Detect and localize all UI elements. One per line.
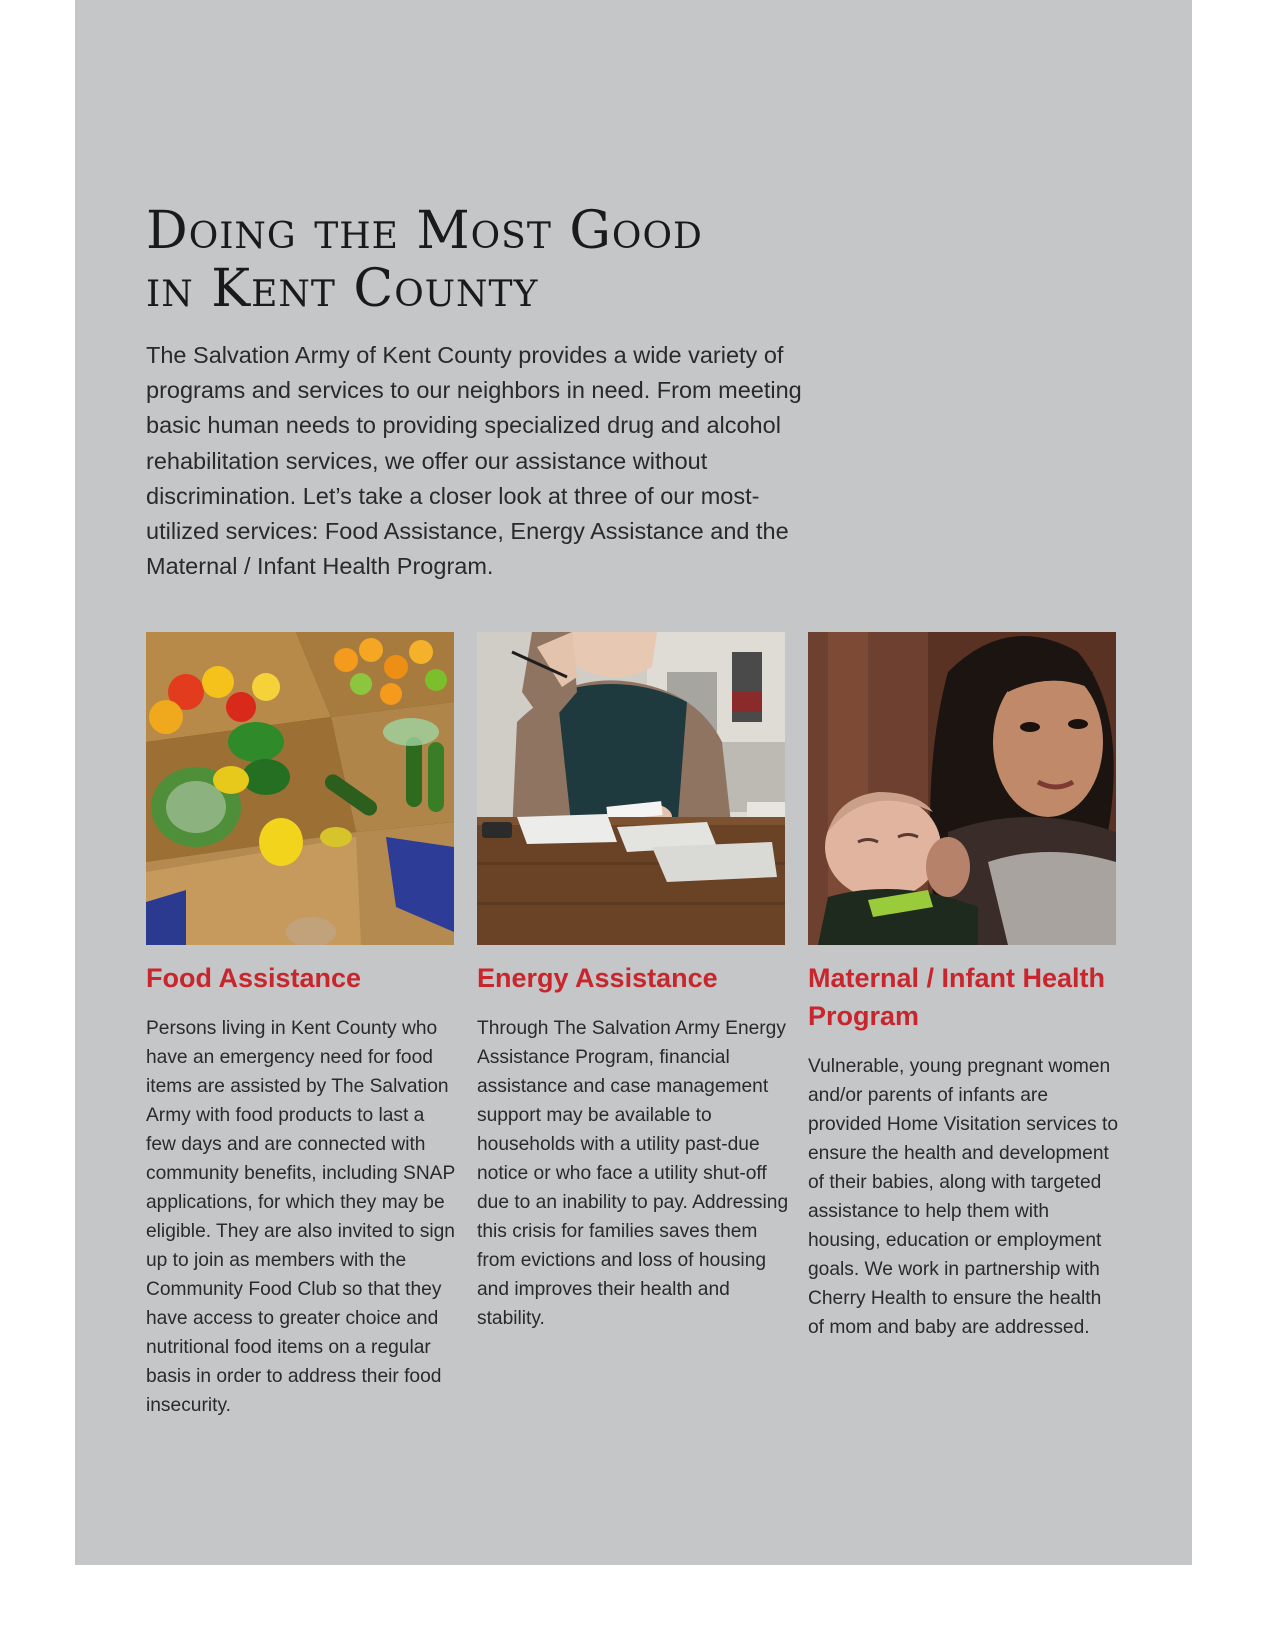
food-boxes-photo (146, 632, 454, 945)
page-title-line-2: in Kent County (146, 259, 539, 319)
energy-assistance-heading: Energy Assistance (477, 963, 718, 993)
energy-assistance-text: Through The Salvation Army Energy Assistance Program, financial assistance and case management support may be available to households with a utility past-due notice or who face a utility shut-off due to an inability to pay. Addressing this crisis for families saves them from evictions and loss of housing and improves their health and stability. (477, 1018, 789, 1329)
maternal-infant-text: Vulnerable, young pregnant women and/or parents of infants are provided Home Visitation services to ensure the health and development of their babies, along with targeted assistance to help them with housing, education or employment goals. We work in partnership with Cherry Health to ensure the health of mom and baby are addressed. (808, 1056, 1118, 1338)
woman-with-bills-photo (477, 632, 785, 945)
food-assistance-text: Persons living in Kent County who have an emergency need for food items are assisted by The Salvation Army with food products to last a few days and are connected with community benefits, including SNAP applications, for which they may be eligible. They are also invited to sign up to join as members with the Community Food Club so that they have access to greater choice and nutritional food items on a regular basis in order to address their food insecurity. (146, 1018, 455, 1416)
intro-paragraph: The Salvation Army of Kent County provides a wide variety of programs and services to our neighbors in need. From meeting basic human needs to providing specialized drug and alcohol rehabilitation services, we offer our assistance without discrimination. Let’s take a closer look at three of our most-utilized services: Food Assistance, Energy Assistance and the Maternal / Infant Health Program. (146, 342, 802, 580)
maternal-infant-heading: Maternal / Infant Health Program (808, 963, 1106, 1031)
mother-and-baby-photo (808, 632, 1116, 945)
page-title (146, 202, 703, 318)
food-assistance-heading: Food Assistance (146, 963, 362, 993)
page-title-line-1: Doing the Most Good (146, 201, 703, 261)
